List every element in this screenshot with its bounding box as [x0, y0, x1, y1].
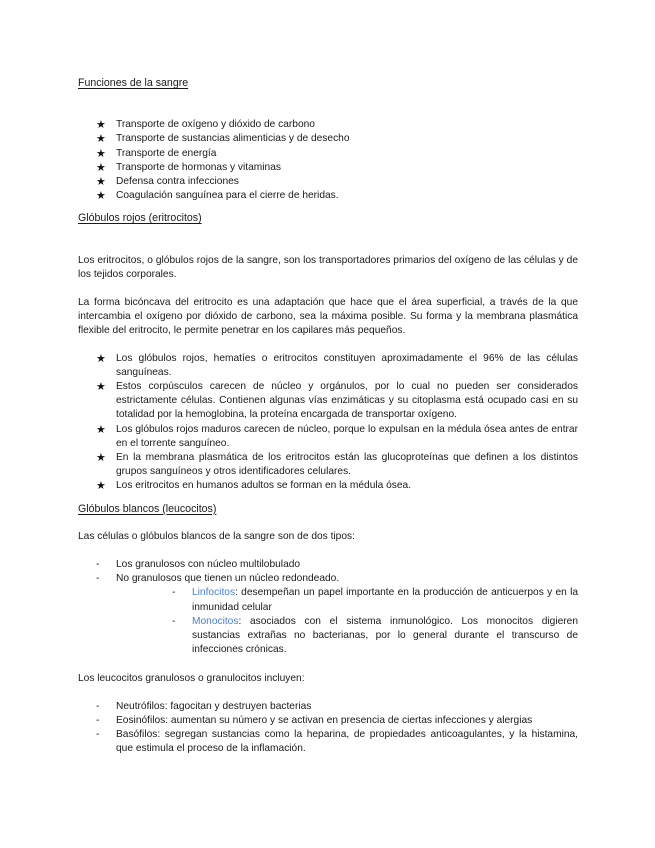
star-bullet-icon: ★: [96, 352, 106, 365]
eritrocitos-list: [78, 352, 578, 494]
list-item: ★ En la membrana plasmática de los eritrocitos están las glucoproteínas que definen a los distintos grupos sanguíneos y otros identificadores celulares.: [96, 452, 578, 478]
dash-bullet-icon: -: [96, 559, 100, 571]
list-item: - Monocitos: asociados con el sistema inmunológico. Los monocitos digieren sustancias extrañas no bacterianas, por lo general durante el transcurso de infecciones crónicas.: [172, 615, 578, 656]
list-item: - Basófilos: segregan sustancias como la heparina, de propiedades anticoagulantes, y la histamina, que estimula el proceso de la inflamación.: [96, 729, 578, 755]
paragraph-granulocitos: Los leucocitos granulosos o granulocitos incluyen:: [78, 672, 305, 684]
list-item: ★ Transporte de oxígeno y dióxido de carbono: [96, 119, 315, 132]
list-item: - Neutrófilos: fagocitan y destruyen bacterias: [78, 700, 578, 714]
list-item: ★ Transporte de energía: [96, 147, 217, 160]
star-bullet-icon: ★: [96, 119, 106, 132]
term-monocitos: Monocitos: [192, 615, 239, 627]
dash-bullet-icon: -: [96, 700, 100, 712]
term-linfocitos: Linfocitos: [192, 587, 236, 599]
star-bullet-icon: ★: [96, 161, 106, 174]
list-item: ★ Estos corpúsculos carecen de núcleo y orgánulos, por lo cual no pueden ser considerados estrictamente células. Contienen algunas vías enzimáticas y su citoplasma está ocupado casi en su totalidad por la hemoglobina, la proteína encargada de transportar oxígeno.: [96, 381, 578, 421]
list-item: - Linfocitos: desempeñan un papel importante en la producción de anticuerpos y en la inmunidad celular: [172, 587, 578, 613]
heading-globulos-blancos: Glóbulos blancos (leucocitos): [78, 502, 217, 515]
star-bullet-icon: ★: [96, 176, 106, 189]
funciones-list: [78, 118, 578, 203]
star-bullet-icon: ★: [96, 423, 106, 436]
dash-bullet-icon: -: [96, 573, 100, 585]
dash-bullet-icon: -: [96, 714, 100, 726]
document-content: [78, 76, 578, 757]
star-bullet-icon: ★: [96, 480, 106, 493]
star-bullet-icon: ★: [96, 381, 106, 394]
no-granulosos-sublist: [116, 586, 578, 657]
granulocitos-list: [78, 700, 578, 757]
list-item: ★ Los glóbulos rojos maduros carecen de núcleo, porque lo expulsan en la médula ósea antes de entrar en el torrente sanguíneo.: [96, 423, 578, 449]
dash-bullet-icon: -: [172, 587, 176, 599]
dash-bullet-icon: -: [172, 615, 176, 627]
list-item: - Los granulosos con núcleo multilobulado: [78, 558, 578, 572]
dash-bullet-icon: -: [96, 729, 100, 741]
list-item: ★ Transporte de sustancias alimenticias y de desecho: [96, 133, 350, 146]
star-bullet-icon: ★: [96, 452, 106, 465]
heading-funciones: Funciones de la sangre: [78, 77, 189, 89]
list-item: - No granulosos que tienen un núcleo redondeado. - Linfocitos: desempeñan un papel importante en la producción de anticuerpos y en la inmunidad celular - Monocitos: asociados con el sistema inmunológico. Los monocitos digieren sustancias extrañas no bacterianas, por lo general durante el transcurso de infecciones crónicas.: [78, 572, 578, 657]
star-bullet-icon: ★: [96, 133, 106, 146]
paragraph-eritrocitos: Los eritrocitos, o glóbulos rojos de la sangre, son los transportadores primarios del oxígeno de las células y de los tejidos corporales.: [78, 254, 578, 280]
paragraph-tipos: Las células o glóbulos blancos de la sangre son de dos tipos:: [78, 530, 355, 542]
list-item: ★ Los eritrocitos en humanos adultos se forman en la médula ósea.: [96, 480, 412, 493]
list-item: ★ Los glóbulos rojos, hematíes o eritrocitos constituyen aproximadamente el 96% de las células sanguíneas.: [96, 352, 578, 378]
star-bullet-icon: ★: [96, 190, 106, 203]
list-item: ★ Transporte de hormonas y vitaminas: [96, 161, 281, 174]
list-item: ★ Defensa contra infecciones: [96, 176, 239, 189]
tipos-list: [78, 558, 578, 657]
paragraph-forma: La forma bicóncava del eritrocito es una adaptación que hace que el área superficial, a través de la que intercambia el oxígeno por dióxido de carbono, sea la máxima posible. Su forma y la membrana plasmática flexible del eritrocito, le permite penetrar en los capilares más pequeños.: [78, 297, 578, 337]
star-bullet-icon: ★: [96, 147, 106, 160]
list-item: - Eosinófilos: aumentan su número y se activan en presencia de ciertas infecciones y alergias: [78, 714, 578, 728]
list-item: ★ Coagulación sanguínea para el cierre de heridas.: [96, 190, 339, 203]
heading-globulos-rojos: Glóbulos rojos (eritrocitos): [78, 212, 202, 225]
